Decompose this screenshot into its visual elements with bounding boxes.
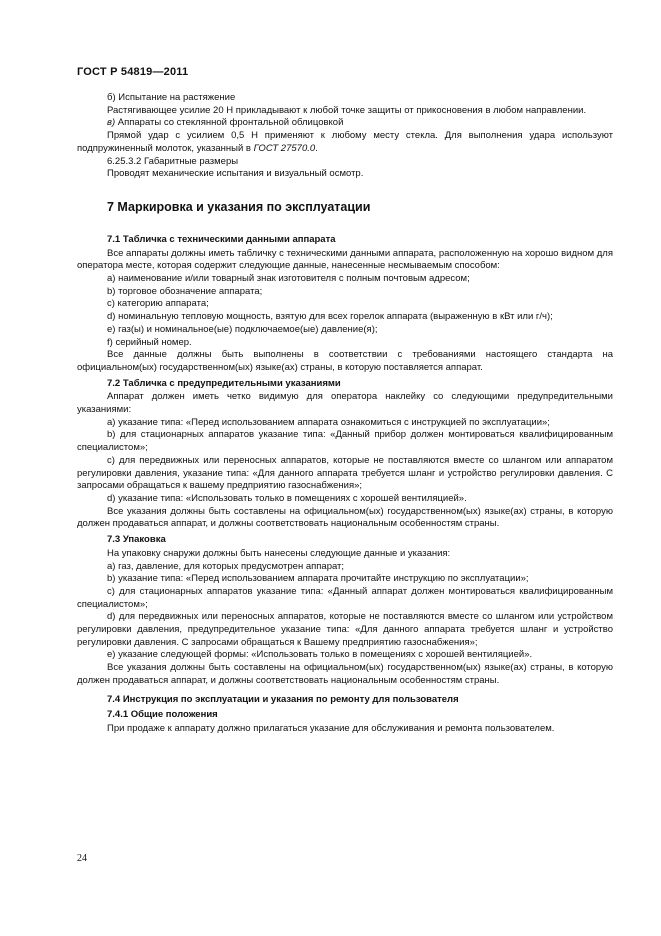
document-header: ГОСТ Р 54819—2011 (77, 66, 189, 78)
text-run: a) указание типа: «Перед использованием аппарата ознакомиться с инструкцией по эксплуатации»; (107, 416, 550, 428)
text-run: a) наименование и/или товарный знак изготовителя с полным почтовым адресом; (107, 273, 470, 285)
text-run: a) газ, давление, для которых предусмотрен аппарат; (107, 560, 345, 572)
document-body (77, 92, 613, 736)
text-run: c) категорию аппарата; (107, 298, 209, 310)
paragraph (77, 455, 613, 493)
text-run: c) для стационарных аппаратов указание типа: «Данный аппарат должен монтироваться квалифицированным специалистом»; (77, 585, 613, 610)
page-number: 24 (77, 853, 87, 864)
text-run: b) торговое обозначение аппарата; (107, 285, 263, 297)
text-run: d) для передвижных или переносных аппаратов, которые не поставляются вместе со шлангом или устройством регулировки давления, предупредительное указание типа: «Для данного аппарата требуется шланг и устройство регулировки давления. С запросами обращаться к Вашему предприятию газоснабжения»; (77, 611, 613, 648)
paragraph (77, 586, 613, 611)
paragraph (77, 349, 613, 374)
text-run: c) для передвижных или переносных аппаратов, которые не поставляются вместе со шлангом или аппаратом регулировки давления, указание типа: «Для данного аппарата требуется шланг и устройство регулировки давления. С запросами обращаться к вашему предприятию газоснабжения»; (77, 454, 613, 492)
subsection-heading (77, 694, 613, 707)
text-run: Прямой удар с усилием 0,5 Н применяют к любому месту стекла. Для выполнения удара используют подпружиненный молоток, указанный в (77, 130, 613, 154)
paragraph (77, 391, 613, 416)
paragraph (77, 611, 613, 649)
paragraph (77, 117, 613, 130)
paragraph (77, 723, 613, 736)
paragraph (77, 130, 613, 155)
subsection-heading (77, 234, 613, 247)
text-run: Растягивающее усилие 20 Н прикладывают к любой точке защиты от прикосновения в любом направлении. (107, 104, 587, 116)
text-run: 7.2 Табличка с предупредительными указаниями (107, 377, 341, 389)
paragraph (77, 561, 613, 574)
text-run: Все данные должны быть выполнены в соответствии с требованиями настоящего стандарта на официальном(ых) государственном(ых) языке(ах) страны, в которую поставляется аппарат. (77, 349, 613, 373)
text-run: Аппарат должен иметь четко видимую для оператора наклейку со следующими предупредительными указаниями: (77, 391, 613, 416)
text-run: 6.25.3.2 Габаритные размеры (107, 155, 239, 167)
text-run: ГОСТ 27570.0 (253, 142, 316, 154)
paragraph (77, 548, 613, 561)
paragraph (77, 311, 613, 324)
text-run: 7.1 Табличка с техническими данными аппарата (107, 233, 336, 245)
text-run: Все указания должны быть составлены на официальном(ых) государственном(ых) языке(ах) страны, в которую должен продаваться аппарат, и должны соответствовать национальным особенностям страны. (77, 662, 613, 686)
text-run: e) указание следующей формы: «Использовать только в помещениях с хорошей вентиляцией». (107, 649, 533, 661)
text-run: 7.4 Инструкция по эксплуатации и указания по ремонту для пользователя (107, 693, 459, 705)
paragraph (77, 573, 613, 586)
subsection-heading (77, 534, 613, 547)
paragraph (77, 248, 613, 273)
text-run: 7.3 Упаковка (107, 534, 166, 546)
text-run: Проводят механические испытания и визуальный осмотр. (107, 168, 364, 180)
text-run: d) указание типа: «Использовать только в помещениях с хорошей вентиляцией». (107, 492, 467, 504)
paragraph (77, 337, 613, 350)
paragraph (77, 506, 613, 531)
text-run: При продаже к аппарату должно прилагаться указание для обслуживания и ремонта пользователем. (107, 722, 555, 734)
paragraph (77, 156, 613, 169)
text-run: б) Испытание на растяжение (107, 92, 236, 103)
subsection-heading (77, 378, 613, 391)
paragraph (77, 662, 613, 687)
paragraph (77, 168, 613, 181)
paragraph (77, 298, 613, 311)
paragraph (77, 92, 613, 105)
text-run: Все указания должны быть составлены на официальном(ых) государственном(ых) языке(ах) страны, в которую должен продаваться аппарат, и должны соответствовать национальным особенностям страны. (77, 505, 613, 530)
paragraph (77, 286, 613, 299)
paragraph (77, 649, 613, 662)
text-run: На упаковку снаружи должны быть нанесены следующие данные и указания: (107, 547, 451, 559)
paragraph (77, 417, 613, 430)
section-heading (77, 200, 613, 214)
paragraph (77, 429, 613, 454)
text-run: d) номинальную тепловую мощность, взятую для всех горелок аппарата (выраженную в кВт или г/ч); (107, 311, 553, 323)
text-run: b) указание типа: «Перед использованием аппарата прочитайте инструкцию по эксплуатации»; (107, 573, 529, 585)
text-run: 7.4.1 Общие положения (107, 709, 218, 721)
text-run: f) серийный номер. (107, 336, 192, 348)
text-run: 7 Маркировка и указания по эксплуатации (107, 199, 371, 214)
text-run: в) (107, 117, 118, 129)
paragraph (77, 273, 613, 286)
paragraph (77, 105, 613, 118)
text-run: Все аппараты должны иметь табличку с техническими данными аппарата, расположенную на хорошо видном для оператора месте, которая содержит следующие данные, нанесенные несмываемым способом: (77, 247, 613, 272)
paragraph (77, 324, 613, 337)
text-run: . (315, 142, 318, 154)
text-run: e) газ(ы) и номинальное(ые) подключаемое(ые) давление(я); (107, 323, 378, 335)
text-run: b) для стационарных аппаратов указание типа: «Данный прибор должен монтироваться квалифицированным специалистом»; (77, 429, 613, 454)
text-run: Аппараты со стеклянной фронтальной облицовкой (117, 117, 344, 129)
paragraph (77, 493, 613, 506)
subsection-heading (77, 709, 613, 722)
